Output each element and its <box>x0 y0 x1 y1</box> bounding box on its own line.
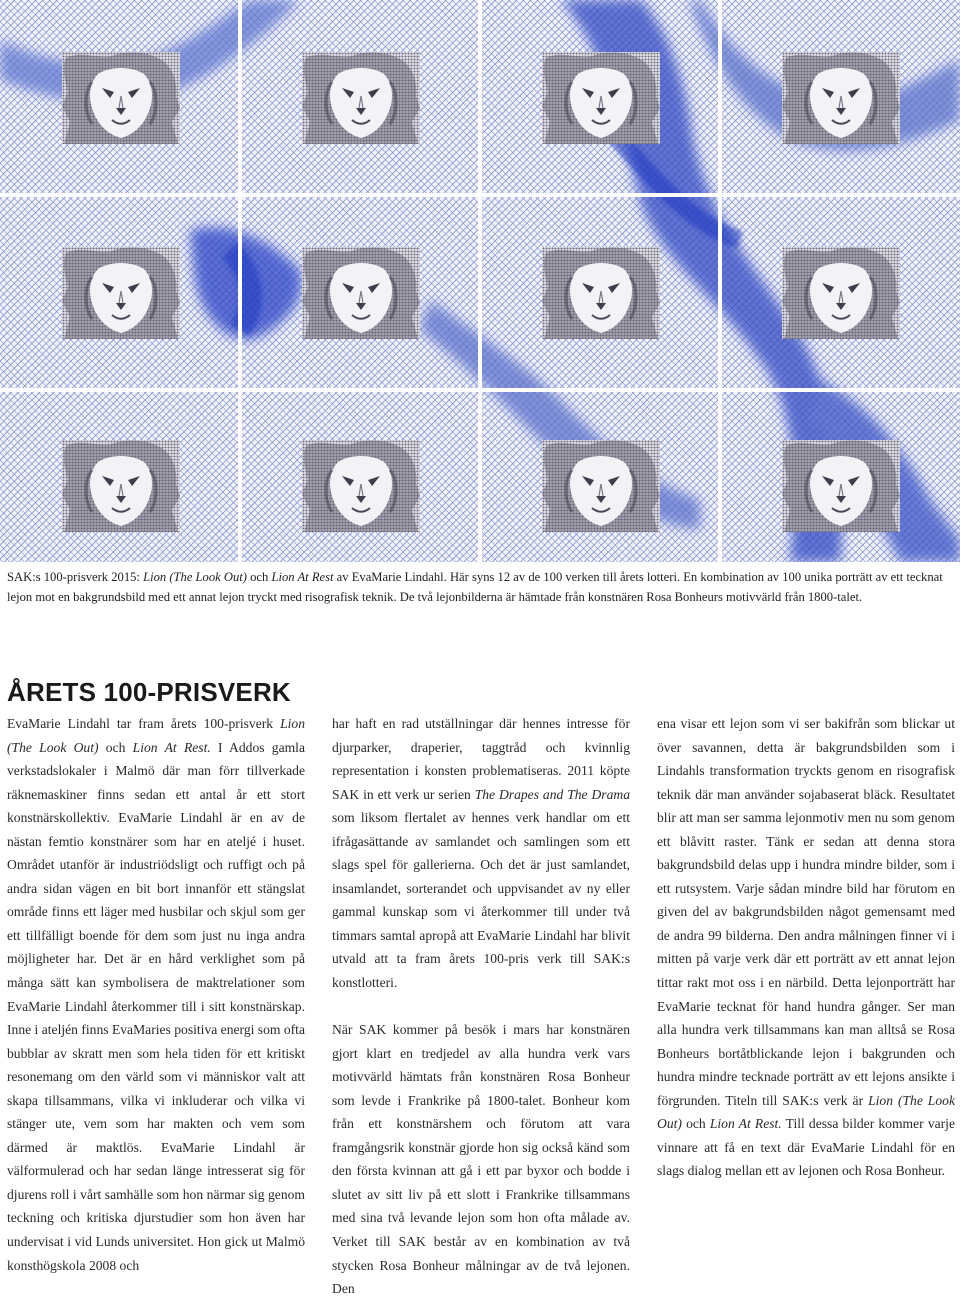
lion-print-grid-artwork <box>0 0 960 562</box>
lion-portrait <box>782 247 900 339</box>
caption-text: SAK:s 100-prisverk 2015: <box>7 570 144 584</box>
lion-portrait <box>782 440 900 532</box>
paragraph: EvaMarie Lindahl tar fram årets 100-prisverk Lion (The Look Out) och Lion At Rest. I Addos gamla verkstadslokaler i Malmö där man förr tillverkade räknemaskiner finns sedan ett antal år ett stort konstnärskollektiv. EvaMarie Lindahl är en av de nästan femtio konstnärer som har en ateljé i huset. Området utanför är industriödsligt och ruffigt och på andra sidan vägen en bit bort innanför ett stängslat område finns ett läger med husbilar och skjul som ger ett tillfälligt boende för dem som just nu inga andra möjligheter har. Det är en hård verklighet som på många sätt kan symbolisera de maktrelationer som EvaMarie Lindahl återkommer till i sitt konstnärskap. Inne i ateljén finns EvaMaries positiva energi som ofta bubblar av skratt men som hela tiden för ett kritiskt resonemang om den värld som vi människor valt att skapa tillsammans, vilka vi inkluderar och vilka vi stänger ute, vem som har makten och vem som därmed är maktlös. EvaMarie Lindahl är välformulerad och har sedan länge intresserat sig för djurens roll i vårt samhälle som hon närmar sig genom teckning och kritiska djurstudier som hon även har undervisat i vid Lunds universitet. Hon gick ut Malmö konsthögskola 2008 och <box>7 716 305 1273</box>
lion-portrait <box>782 52 900 144</box>
paragraph: har haft en rad utställningar där hennes intresse för djurparker, draperier, taggtråd och kvinnlig representation i konsten problematiseras. 2011 köpte SAK in ett verk ur serien The Drapes and The Drama som liksom flertalet av hennes verk handlar om ett ifrågasättande av samlandet och samlingen som ett slags spel för gallerierna. Och det är just samlandet, insamlandet, sorterandet och uppvisandet av ny eller gammal kunskap som vi återkommer till under två timmars samtal apropå att EvaMarie Lindahl har blivit utvald att ta fram årets 100-pris verk till SAK:s konstlotteri. <box>332 716 630 991</box>
work-title: Lion (The Look Out) <box>7 716 305 755</box>
article-column-2 <box>332 712 630 1301</box>
caption-work-title: Lion (The Look Out) <box>143 570 247 584</box>
caption-text: och <box>246 570 272 584</box>
article-heading: ÅRETS 100-PRISVERK <box>7 677 291 707</box>
work-title: Lion (The Look Out) <box>657 1092 955 1132</box>
work-title: Lion At Rest. <box>709 1116 782 1132</box>
lion-portrait <box>62 52 180 144</box>
article-column-3 <box>657 712 955 1183</box>
caption-work-title: Lion At Rest <box>271 570 334 584</box>
lion-portrait <box>62 440 180 532</box>
image-caption <box>7 568 955 607</box>
work-title: The Drapes and The Drama <box>474 786 630 802</box>
lion-portrait <box>302 440 420 532</box>
work-title: Lion At Rest. <box>132 739 211 755</box>
lion-portrait <box>302 52 420 144</box>
paragraph: När SAK kommer på besök i mars har konstnären gjort klart en tredjedel av alla hundra verk vars motivvärld hämtats från konstnären Rosa Bonheur som levde i Frankrike på 1800-talet. Bonheur kom från ett konstnärshem och förutom att vara framgångsrik konstnär gjorde hon sig också känd som den första kvinnan att gå i ett par byxor och bodde i slutet av sitt liv på ett slott i Frankrike tillsammans med sina två levande lejon som hon ofta målade av. Verket till SAK består av en kombination av två stycken Rosa Bonheur målningar av de två lejonen. Den <box>332 1022 630 1297</box>
lion-portrait <box>302 247 420 339</box>
lion-portrait <box>542 52 660 144</box>
lion-portrait <box>542 440 660 532</box>
paragraph: ena visar ett lejon som vi ser bakifrån som blickar ut över savannen, detta är bakgrundsbilden som i Lindahls transformation tryckts genom en risografisk teknik där man använder sojabaserat bläck. Resultatet blir att man ser samma lejonmotiv men nu som genom ett blåvitt raster. Tänk er sedan att denna stora bakgrundsbild delas upp i hundra mindre bilder, som i ett rutsystem. Varje sådan mindre bild har förutom en given del av bakgrundsbilden något gemensamt med de andra 99 bilderna. Den andra målningen finner vi i mitten på varje verk där ett porträtt av ett annat lejon tittar rakt mot oss i en närbild. Detta lejonporträtt har EvaMarie tecknat för hand hundra gånger. Ser man alla hundra verk tillsammans kan man alltså se Rosa Bonheurs bortåtblickande lejon i bakgrunden och hundra mindre tecknade porträtt av ett lejons ansikte i förgrunden. Titeln till SAK:s verk är Lion (The Look Out) och Lion At Rest. Till dessa bilder kommer varje vinnare att få en text där EvaMarie Lindahl för en slags dialog mellan ett av lejonen och Rosa Bonheur. <box>657 716 955 1179</box>
caption-text: av EvaMarie Lindahl. Här syns 12 av de 100 verken till årets lotteri. En kombination av 100 unika porträtt av ett tecknat lejon mot en bakgrundsbild med ett annat lejon tryckt med risografisk teknik. De två lejonbilderna är hämtade från konstnären Rosa Bonheurs motivvärld från 1800-talet. <box>7 570 943 604</box>
lion-portrait <box>62 247 180 339</box>
article-column-1 <box>7 712 305 1277</box>
lion-portrait <box>542 247 660 339</box>
